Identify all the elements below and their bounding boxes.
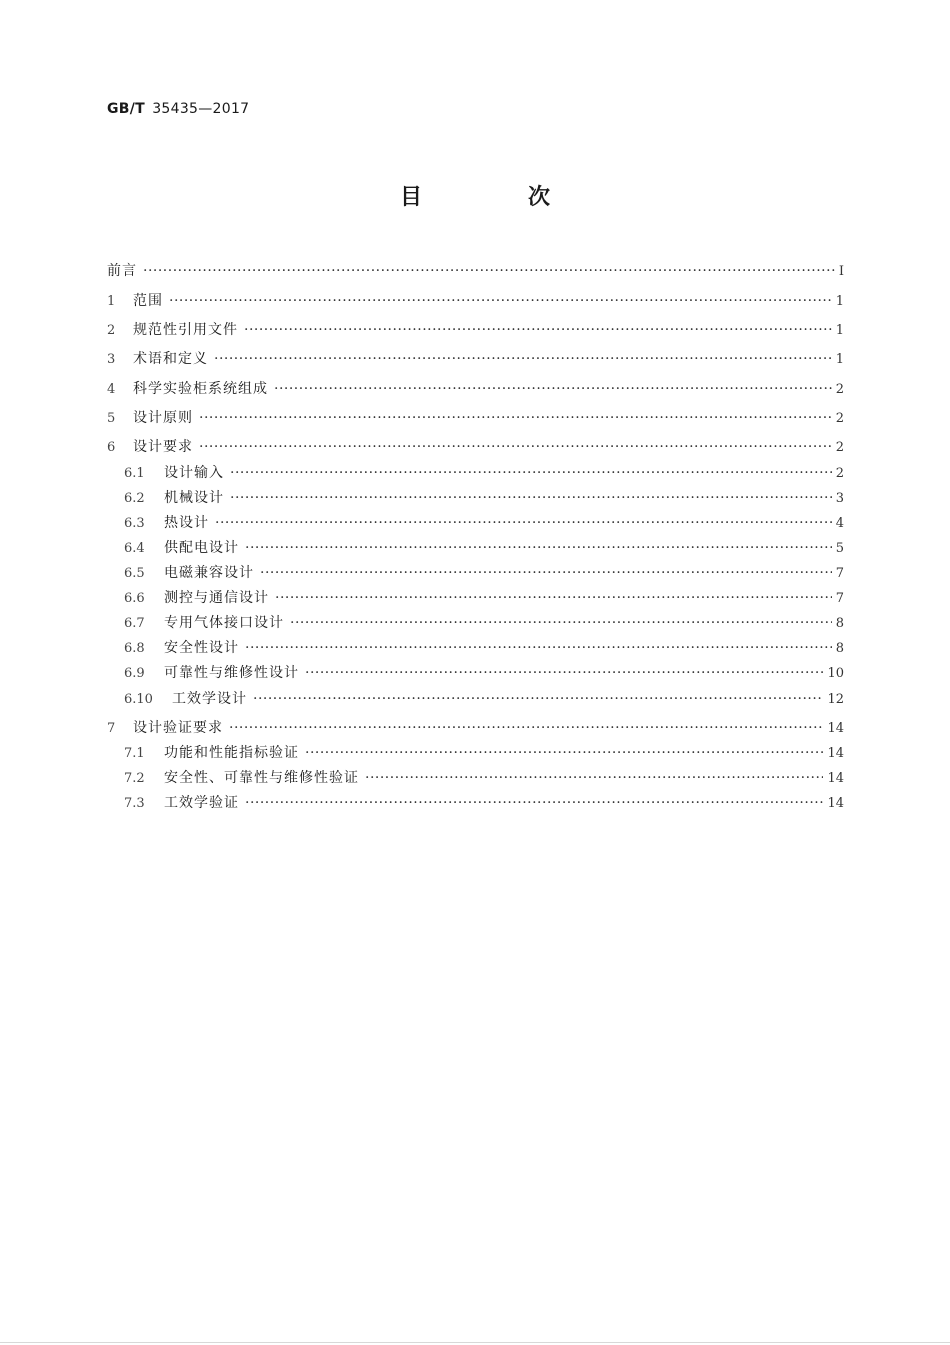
- toc-entry-number: 5: [107, 411, 116, 426]
- toc-entry-page: 2: [835, 440, 844, 455]
- toc-entry-label: 规范性引用文件: [133, 322, 238, 338]
- toc-entry-label: 前言: [107, 263, 137, 279]
- toc-dot-leader: [274, 380, 832, 398]
- toc-dot-leader: [275, 589, 832, 607]
- toc-entry[interactable]: [107, 438, 844, 457]
- toc-entry-label: 安全性设计: [164, 640, 239, 656]
- toc-dot-leader: [230, 489, 832, 507]
- toc-entry-number: 6.1: [124, 466, 145, 481]
- toc-entry-page: 10: [827, 666, 844, 681]
- toc-dot-leader: [214, 350, 832, 368]
- toc-entry-number: 6.7: [124, 616, 145, 631]
- toc-entry-number: 2: [107, 323, 116, 338]
- toc-entry-label: 功能和性能指标验证: [164, 745, 299, 761]
- toc-entry-page: 12: [827, 692, 844, 707]
- toc-entry-page: 14: [827, 746, 844, 761]
- toc-entry-number: 6.10: [124, 692, 153, 707]
- toc-entry-number: 1: [107, 294, 116, 309]
- toc-entry-label: 设计要求: [133, 439, 193, 455]
- toc-dot-leader: [230, 464, 832, 482]
- toc-entry-page: 14: [827, 771, 844, 786]
- toc-title: 目 次: [399, 185, 592, 210]
- toc-entry-label: 机械设计: [164, 490, 224, 506]
- toc-entry-page: 14: [827, 721, 844, 736]
- toc-dot-leader: [260, 564, 832, 582]
- toc-entry[interactable]: [124, 564, 844, 583]
- toc-entry-page: 5: [835, 541, 844, 556]
- toc-entry-number: 7.3: [124, 796, 145, 811]
- toc-entry-number: 6.4: [124, 541, 145, 556]
- toc-entry-page: 1: [835, 294, 844, 309]
- toc-entry[interactable]: [107, 380, 844, 399]
- toc-dot-leader: [245, 639, 832, 657]
- toc-entry-label: 范围: [133, 293, 163, 309]
- toc-entry[interactable]: [107, 321, 844, 340]
- toc-entry[interactable]: [107, 350, 844, 369]
- toc-entry[interactable]: [124, 489, 844, 508]
- toc-dot-leader: [253, 690, 823, 708]
- toc-entry-number: 6.6: [124, 591, 145, 606]
- toc-dot-leader: [245, 539, 832, 557]
- toc-entry[interactable]: [124, 614, 844, 633]
- document-id: [107, 101, 249, 117]
- toc-dot-leader: [199, 438, 832, 456]
- toc-dot-leader: [305, 664, 823, 682]
- toc-entry-label: 安全性、可靠性与维修性验证: [164, 770, 359, 786]
- page-bottom-rule: [0, 1342, 950, 1343]
- toc-entry-page: Ⅰ: [838, 264, 844, 279]
- toc-dot-leader: [229, 719, 823, 737]
- toc-entry-label: 可靠性与维修性设计: [164, 665, 299, 681]
- toc-entry-label: 工效学验证: [164, 795, 239, 811]
- toc-dot-leader: [245, 794, 823, 812]
- toc-entry-page: 4: [835, 516, 844, 531]
- toc-entry-number: 6.2: [124, 491, 145, 506]
- toc-dot-leader: [244, 321, 832, 339]
- toc-entry[interactable]: [107, 292, 844, 311]
- toc-entry-page: 1: [835, 323, 844, 338]
- toc-dot-leader: [199, 409, 832, 427]
- toc-entry-label: 设计验证要求: [133, 720, 223, 736]
- toc-entry-number: 6: [107, 440, 116, 455]
- toc-entry-label: 电磁兼容设计: [164, 565, 254, 581]
- toc-entry-page: 2: [835, 382, 844, 397]
- toc-dot-leader: [143, 262, 835, 280]
- document-code: 35435—2017: [152, 101, 250, 117]
- toc-entry-number: 6.8: [124, 641, 145, 656]
- toc-dot-leader: [365, 769, 823, 787]
- toc-entry-label: 测控与通信设计: [164, 590, 269, 606]
- toc-entry-page: 1: [835, 352, 844, 367]
- document-prefix: GB/T: [107, 101, 146, 117]
- toc-entry[interactable]: [124, 639, 844, 658]
- toc-entry-number: 4: [107, 382, 116, 397]
- toc-entry[interactable]: [124, 769, 844, 788]
- toc-entry[interactable]: [124, 794, 844, 813]
- toc-entry[interactable]: [107, 719, 844, 738]
- toc-entry[interactable]: [124, 464, 844, 483]
- toc-entry-number: 7.1: [124, 746, 145, 761]
- toc-entry-label: 供配电设计: [164, 540, 239, 556]
- toc-entry-page: 3: [835, 491, 844, 506]
- toc-entry-number: 3: [107, 352, 116, 367]
- toc-entry-page: 14: [827, 796, 844, 811]
- toc-entry[interactable]: [124, 539, 844, 558]
- toc-entry-label: 专用气体接口设计: [164, 615, 284, 631]
- toc-dot-leader: [215, 514, 832, 532]
- toc-entry-number: 6.3: [124, 516, 145, 531]
- toc-entry-label: 科学实验柜系统组成: [133, 381, 268, 397]
- toc-entry-number: 6.9: [124, 666, 145, 681]
- toc-dot-leader: [305, 744, 823, 762]
- toc-entry-label: 热设计: [164, 515, 209, 531]
- toc-entry[interactable]: [107, 409, 844, 428]
- toc-dot-leader: [290, 614, 832, 632]
- toc-entry[interactable]: [124, 589, 844, 608]
- toc-entry-page: 2: [835, 466, 844, 481]
- toc-entry-page: 8: [835, 616, 844, 631]
- toc-entry-label: 工效学设计: [172, 691, 247, 707]
- toc-entry-page: 7: [835, 591, 844, 606]
- toc-entry-number: 7.2: [124, 771, 145, 786]
- toc-entry-label: 设计原则: [133, 410, 193, 426]
- toc-entry[interactable]: [107, 262, 844, 281]
- toc-entry-page: 8: [835, 641, 844, 656]
- toc-entry-label: 术语和定义: [133, 351, 208, 367]
- toc-entry-number: 7: [107, 721, 116, 736]
- toc-entry-label: 设计输入: [164, 465, 224, 481]
- toc-entry[interactable]: [124, 690, 844, 709]
- toc-entry[interactable]: [124, 514, 844, 533]
- toc-entry-page: 7: [835, 566, 844, 581]
- toc-entry[interactable]: [124, 744, 844, 763]
- toc-entry-number: 6.5: [124, 566, 145, 581]
- toc-entry-page: 2: [835, 411, 844, 426]
- toc-entry[interactable]: [124, 664, 844, 683]
- toc-dot-leader: [169, 292, 832, 310]
